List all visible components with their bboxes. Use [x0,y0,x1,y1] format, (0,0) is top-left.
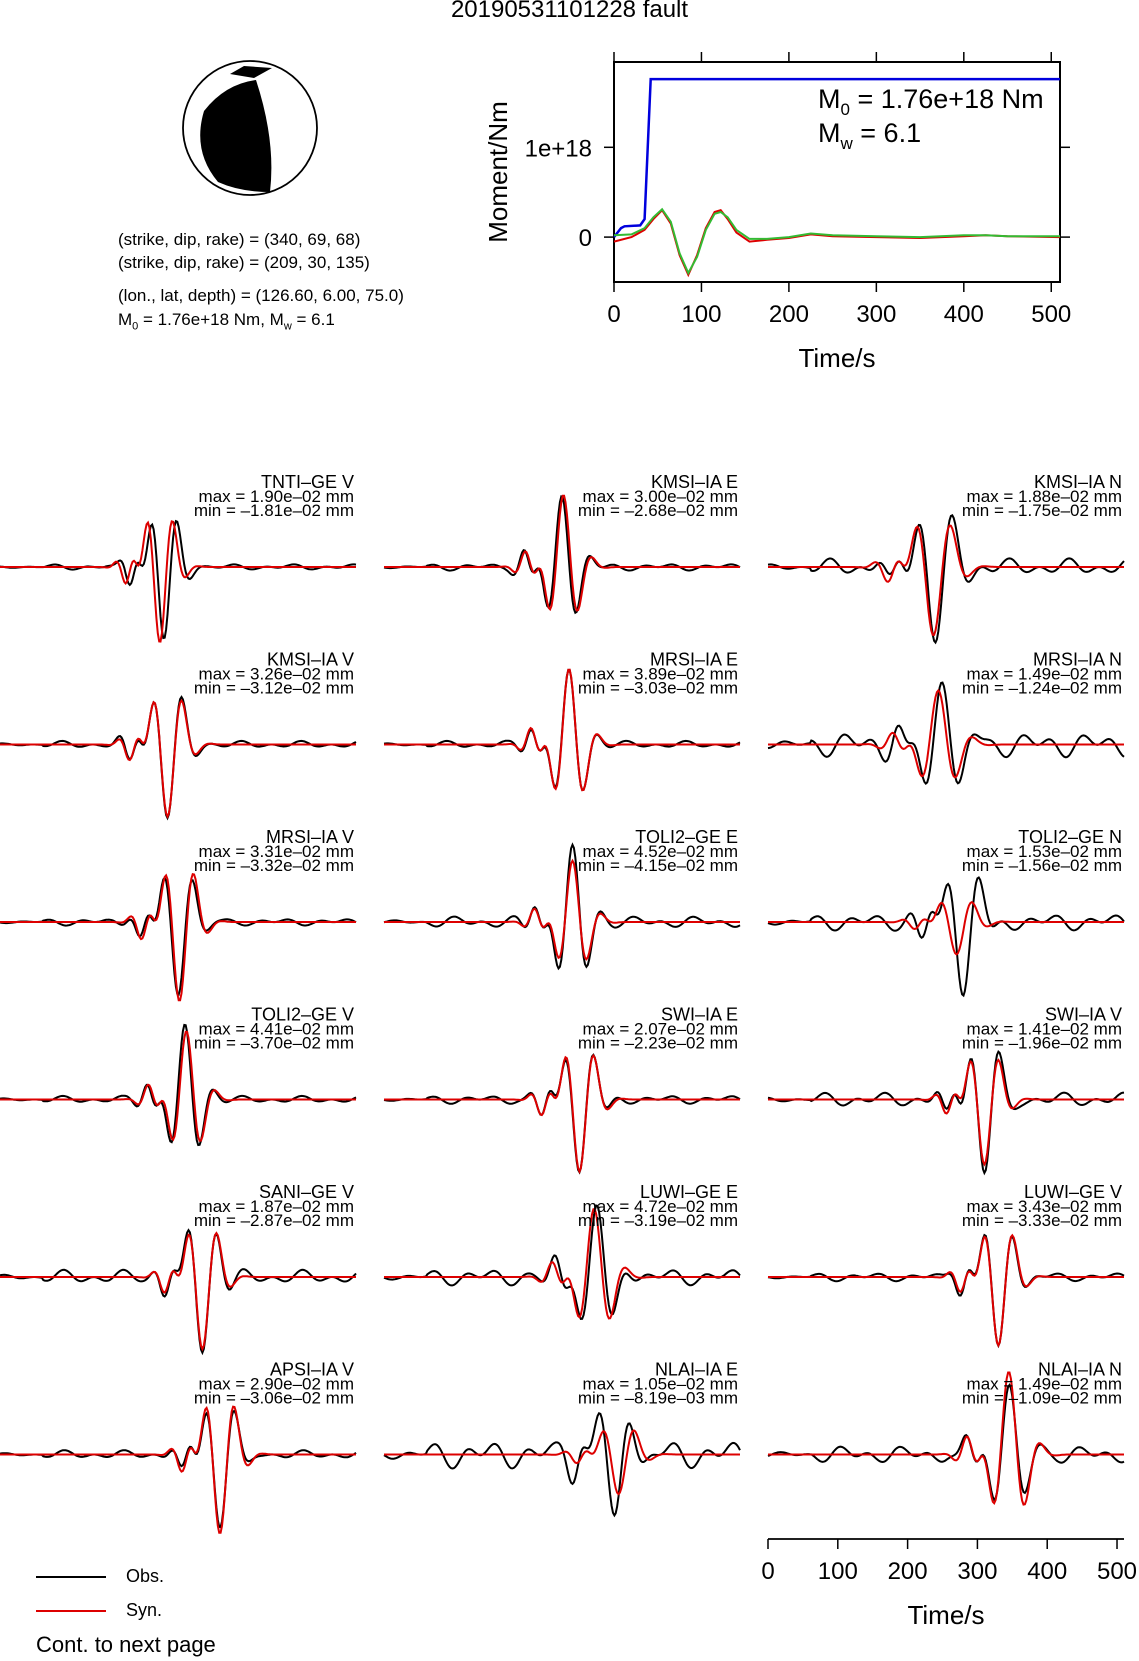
trace-max: max = 2.07e–02 mm [582,1019,738,1039]
time-axis-tick-label: 100 [817,1558,858,1585]
trace-min: min = –3.12e–02 mm [193,678,354,698]
trace-min: min = –3.03e–02 mm [577,678,738,698]
trace-label: SWI–IA V [1044,1004,1122,1025]
legend-obs-label: Obs. [126,1566,165,1586]
trace-label: KMSI–IA E [650,472,738,492]
trace-label: NLAI–IA N [1037,1359,1122,1380]
trace-min: min = –1.09e–02 mm [961,1388,1122,1408]
trace-label: MRSI–IA E [649,649,738,670]
trace-obs-14 [768,1235,1124,1346]
moment-x-tick-label: 400 [943,301,984,328]
trace-obs-12 [0,1230,356,1353]
trace-min: min = –1.75e–02 mm [961,501,1122,520]
trace-label: TOLI2–GE N [1018,827,1122,847]
trace-min: min = –3.06e–02 mm [193,1388,354,1408]
trace-syn-2 [768,526,1124,635]
trace-label: TNTI–GE V [260,472,354,492]
waveform-grid [0,470,1139,1625]
trace-min: min = –3.19e–02 mm [577,1211,738,1230]
trace-min: min = –1.81e–02 mm [193,501,354,520]
continuation-note: Cont. to next page [36,1632,216,1657]
trace-min: min = –8.19e–03 mm [577,1388,738,1408]
trace-label: APSI–IA V [269,1359,354,1380]
nodal-plane-1: (strike, dip, rake) = (340, 69, 68) [118,230,361,249]
trace-syn-10 [384,1056,740,1172]
trace-min: min = –2.68e–02 mm [577,501,738,520]
trace-max: max = 1.05e–02 mm [582,1374,738,1394]
trace-syn-14 [768,1235,1124,1345]
trace-syn-0 [0,521,356,641]
trace-label: NLAI–IA E [654,1359,738,1380]
trace-syn-12 [0,1233,356,1349]
trace-syn-15 [0,1407,356,1533]
trace-min: min = –3.32e–02 mm [193,856,354,875]
time-axis-tick-label: 500 [1096,1558,1138,1585]
moment-y-tick-label: 1e+18 [524,135,592,163]
trace-obs-8 [768,878,1124,996]
trace-label: SANI–GE V [258,1182,354,1202]
trace-label: LUWI–GE E [639,1182,738,1202]
trace-obs-16 [384,1413,740,1515]
trace-label: LUWI–GE V [1023,1182,1122,1202]
trace-label: SWI–IA E [660,1004,738,1025]
m0-subscript: 0 [132,320,139,333]
time-axis-label: Time/s [907,1600,985,1625]
time-axis-tick-label: 400 [1027,1558,1068,1585]
trace-min: min = –1.96e–02 mm [961,1033,1122,1053]
location-depth: (lon., lat, depth) = (126.60, 6.00, 75.0) [118,286,404,305]
trace-max: max = 3.00e–02 mm [582,487,738,506]
moment-x-tick-label: 100 [681,301,722,328]
trace-obs-6 [0,878,356,995]
trace-max: max = 1.49e–02 mm [966,664,1122,684]
trace-min: min = –1.24e–02 mm [961,678,1122,698]
moment-x-tick-label: 0 [607,301,621,328]
moment-series-1 [614,210,1060,275]
trace-min: min = –2.87e–02 mm [193,1211,354,1230]
trace-syn-11 [768,1060,1124,1164]
trace-min: min = –4.15e–02 mm [577,856,738,875]
trace-max: max = 2.90e–02 mm [198,1374,354,1394]
trace-min: min = –2.23e–02 mm [577,1033,738,1053]
trace-label: TOLI2–GE V [251,1004,354,1025]
trace-max: max = 4.52e–02 mm [582,842,738,861]
time-axis-tick-label: 300 [957,1558,998,1585]
trace-label: MRSI–IA V [265,827,354,847]
trace-label: TOLI2–GE E [635,827,738,847]
trace-max: max = 4.41e–02 mm [198,1019,354,1039]
nodal-plane-2: (strike, dip, rake) = (209, 30, 135) [118,253,370,272]
moment-x-tick-label: 200 [768,301,809,328]
moment-function-chart [480,40,1139,400]
mw-text: = 6.1 [291,310,335,329]
trace-max: max = 1.88e–02 mm [966,487,1122,506]
legend-lines [34,1565,114,1615]
trace-obs-0 [0,521,356,638]
moment-x-tick-label: 500 [1031,301,1072,328]
moment-y-axis-label: Moment/Nm [483,101,513,243]
moment-annotation-m0: $M_0 = 1.76e+18$ Nm [818,84,1044,119]
time-axis-tick-label: 200 [887,1558,928,1585]
trace-max: max = 3.89e–02 mm [582,664,738,684]
trace-obs-15 [0,1411,356,1527]
moment-y-tick-label: 0 [578,225,592,253]
trace-label: KMSI–IA V [266,649,354,670]
moment-annotation-mw: $M_w = 6.1$ [818,118,922,153]
moment-magnitude-line [118,310,335,332]
trace-max: max = 1.87e–02 mm [198,1197,354,1216]
trace-max: max = 1.41e–02 mm [966,1019,1122,1039]
trace-syn-7 [384,861,740,960]
trace-label: MRSI–IA N [1032,649,1122,670]
mw-subscript: w [283,320,292,333]
m0-text: = 1.76e+18 Nm, M [138,310,284,329]
time-axis-tick-label: 0 [761,1558,775,1585]
legend-syn-label: Syn. [126,1600,163,1620]
trace-syn-3 [0,701,356,817]
moment-x-axis-label: Time/s [798,343,876,373]
m0-symbol: M [118,310,133,329]
trace-max: max = 4.72e–02 mm [582,1197,738,1216]
trace-label: KMSI–IA N [1033,472,1122,492]
trace-syn-6 [0,874,356,1000]
trace-max: max = 3.43e–02 mm [966,1197,1122,1216]
trace-max: max = 1.53e–02 mm [966,842,1122,861]
trace-max: max = 1.90e–02 mm [198,487,354,506]
trace-max: max = 3.31e–02 mm [198,842,354,861]
moment-series-2 [614,209,1060,273]
trace-max: max = 3.26e–02 mm [198,664,354,684]
moment-x-tick-label: 300 [856,301,897,328]
figure-title: 20190531101228 fault [450,0,689,23]
trace-min: min = –1.56e–02 mm [961,856,1122,875]
trace-max: max = 1.49e–02 mm [966,1374,1122,1394]
beachball-diagram [180,56,320,201]
trace-min: min = –3.33e–02 mm [961,1211,1122,1230]
trace-min: min = –3.70e–02 mm [193,1033,354,1053]
